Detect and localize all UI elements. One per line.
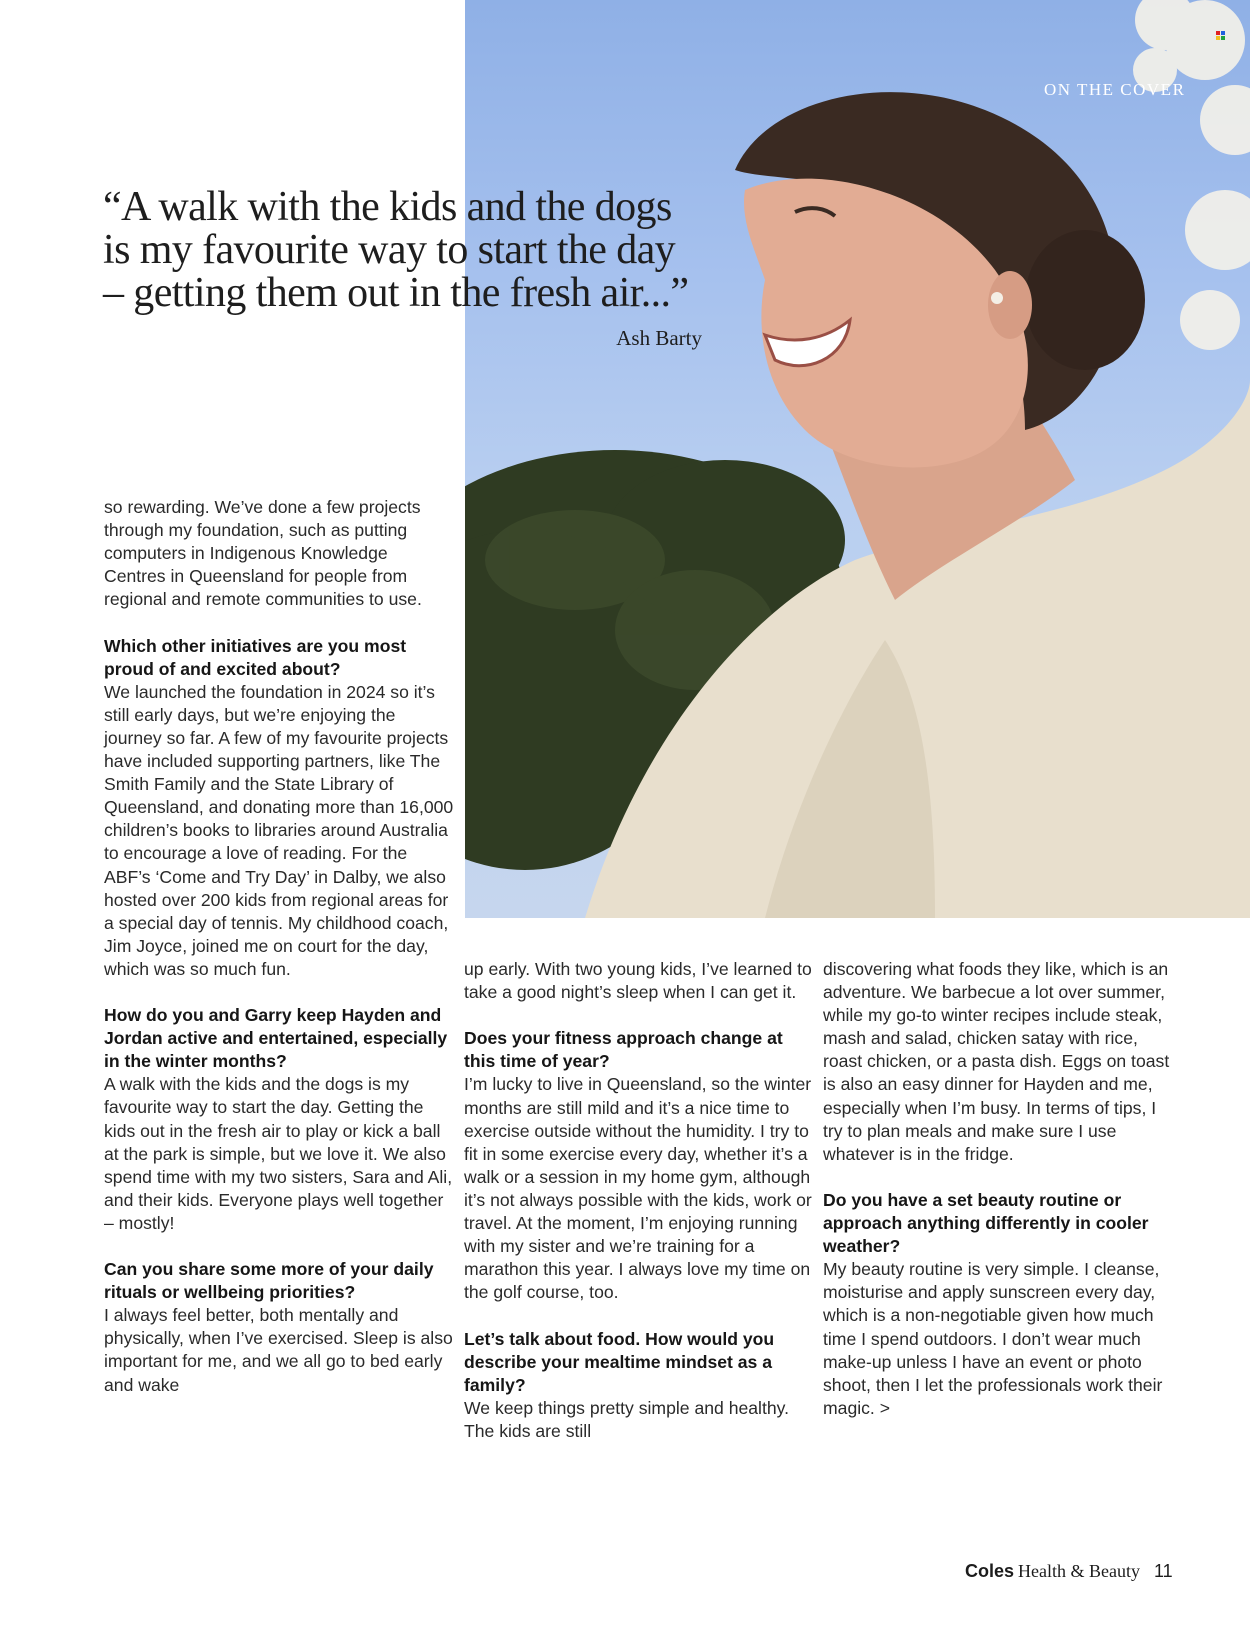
pull-quote	[103, 186, 743, 315]
article-column-2	[464, 958, 814, 1466]
quote-author: Ash Barty	[616, 326, 702, 350]
answer-paragraph: up early. With two young kids, I’ve learned to take a good night’s sleep when I can get it.	[464, 959, 812, 1003]
question-heading: Let’s talk about food. How would you describe your mealtime mindset as a family?	[464, 1328, 775, 1395]
publication-name: Health & Beauty	[1018, 1561, 1140, 1581]
pull-quote-line: “A walk with the kids and the dogs	[103, 184, 672, 230]
pull-quote-line: is my favourite way to start the day	[103, 227, 676, 273]
answer-text: My beauty routine is very simple. I cleanse, moisturise and apply sunscreen every day, which is a non-negotiable given how much time I spend outdoors. I don’t wear much make-up unless I have an event or photo shoot, then I let the professionals work their magic. >	[823, 1259, 1163, 1418]
question-heading: How do you and Garry keep Hayden and Jordan active and entertained, especially in the winter months?	[104, 1005, 448, 1072]
question-heading: Can you share some more of your daily rituals or wellbeing priorities?	[104, 1259, 434, 1303]
answer-text: A walk with the kids and the dogs is my favourite way to start the day. Getting the kids out in the fresh air to play or kick a ball at the park is simple, but we love it. We also spend time with my two sisters, Sara and Ali, and their kids. Everyone plays well together – mostly!	[104, 1074, 453, 1233]
article-column-1	[104, 496, 454, 1420]
answer-text: I’m lucky to live in Queensland, so the winter months are still mild and it’s a nice time to exercise outside without the humidity. I try to fit in some exercise every day, whether it’s a walk or a session in my home gym, although it’s not always possible with the kids, work or travel. At the moment, I’m enjoying running with my sister and we’re training for a marathon this year. I always love my time on the golf course, too.	[464, 1074, 812, 1303]
question-heading: Does your fitness approach change at this time of year?	[464, 1028, 783, 1072]
answer-text: I always feel better, both mentally and physically, when I’ve exercised. Sleep is also important for me, and we all go to bed early and wake	[104, 1305, 453, 1395]
question-heading: Do you have a set beauty routine or approach anything differently in cooler weather?	[823, 1189, 1149, 1257]
qa-block	[464, 1328, 814, 1443]
answer-text: We keep things pretty simple and healthy. The kids are still	[464, 1397, 790, 1441]
article-column-3	[823, 958, 1173, 1443]
answer-paragraph: discovering what foods they like, which is an adventure. We barbecue a lot over summer, while my go-to winter recipes include steak, mash and salad, chicken satay with rice, roast chicken, or a pasta dish. Eggs on toast is also an easy dinner for Hayden and me, especially when I’m busy. In terms of tips, I try to plan meals and make sure I use whatever is in the fridge.	[823, 959, 1170, 1164]
page-footer	[965, 1561, 1173, 1582]
cover-photo	[465, 0, 1250, 918]
qa-block	[104, 1258, 454, 1397]
question-heading: Which other initiatives are you most proud of and excited about?	[104, 635, 407, 679]
answer-paragraph: so rewarding. We’ve done a few projects through my foundation, such as putting computers in Indigenous Knowledge Centres in Queensland for people from regional and remote communities to use.	[104, 497, 422, 610]
answer-text: We launched the foundation in 2024 so it’s still early days, but we’re enjoying the journey so far. A few of my favourite projects have included supporting partners, like The Smith Family and the State Library of Queensland, and donating more than 16,000 children’s books to libraries around Australia to encourage a love of reading. For the ABF’s ‘Come and Try Day’ in Dalby, we also hosted over 200 kids from regional areas for a special day of tennis. My childhood coach, Jim Joyce, joined me on court for the day, which was so much fun.	[104, 681, 454, 979]
qa-block	[464, 1027, 814, 1304]
brand-name: Coles	[965, 1561, 1015, 1581]
section-label: ON THE COVER	[1044, 80, 1186, 99]
pull-quote-line: – getting them out in the fresh air...”	[103, 270, 689, 316]
corner-color-mark	[1216, 31, 1226, 41]
qa-block	[104, 1004, 454, 1235]
cover-photo-illustration	[465, 0, 1250, 918]
qa-block	[104, 635, 454, 981]
qa-block	[823, 1189, 1173, 1420]
page-number: 11	[1154, 1561, 1173, 1581]
